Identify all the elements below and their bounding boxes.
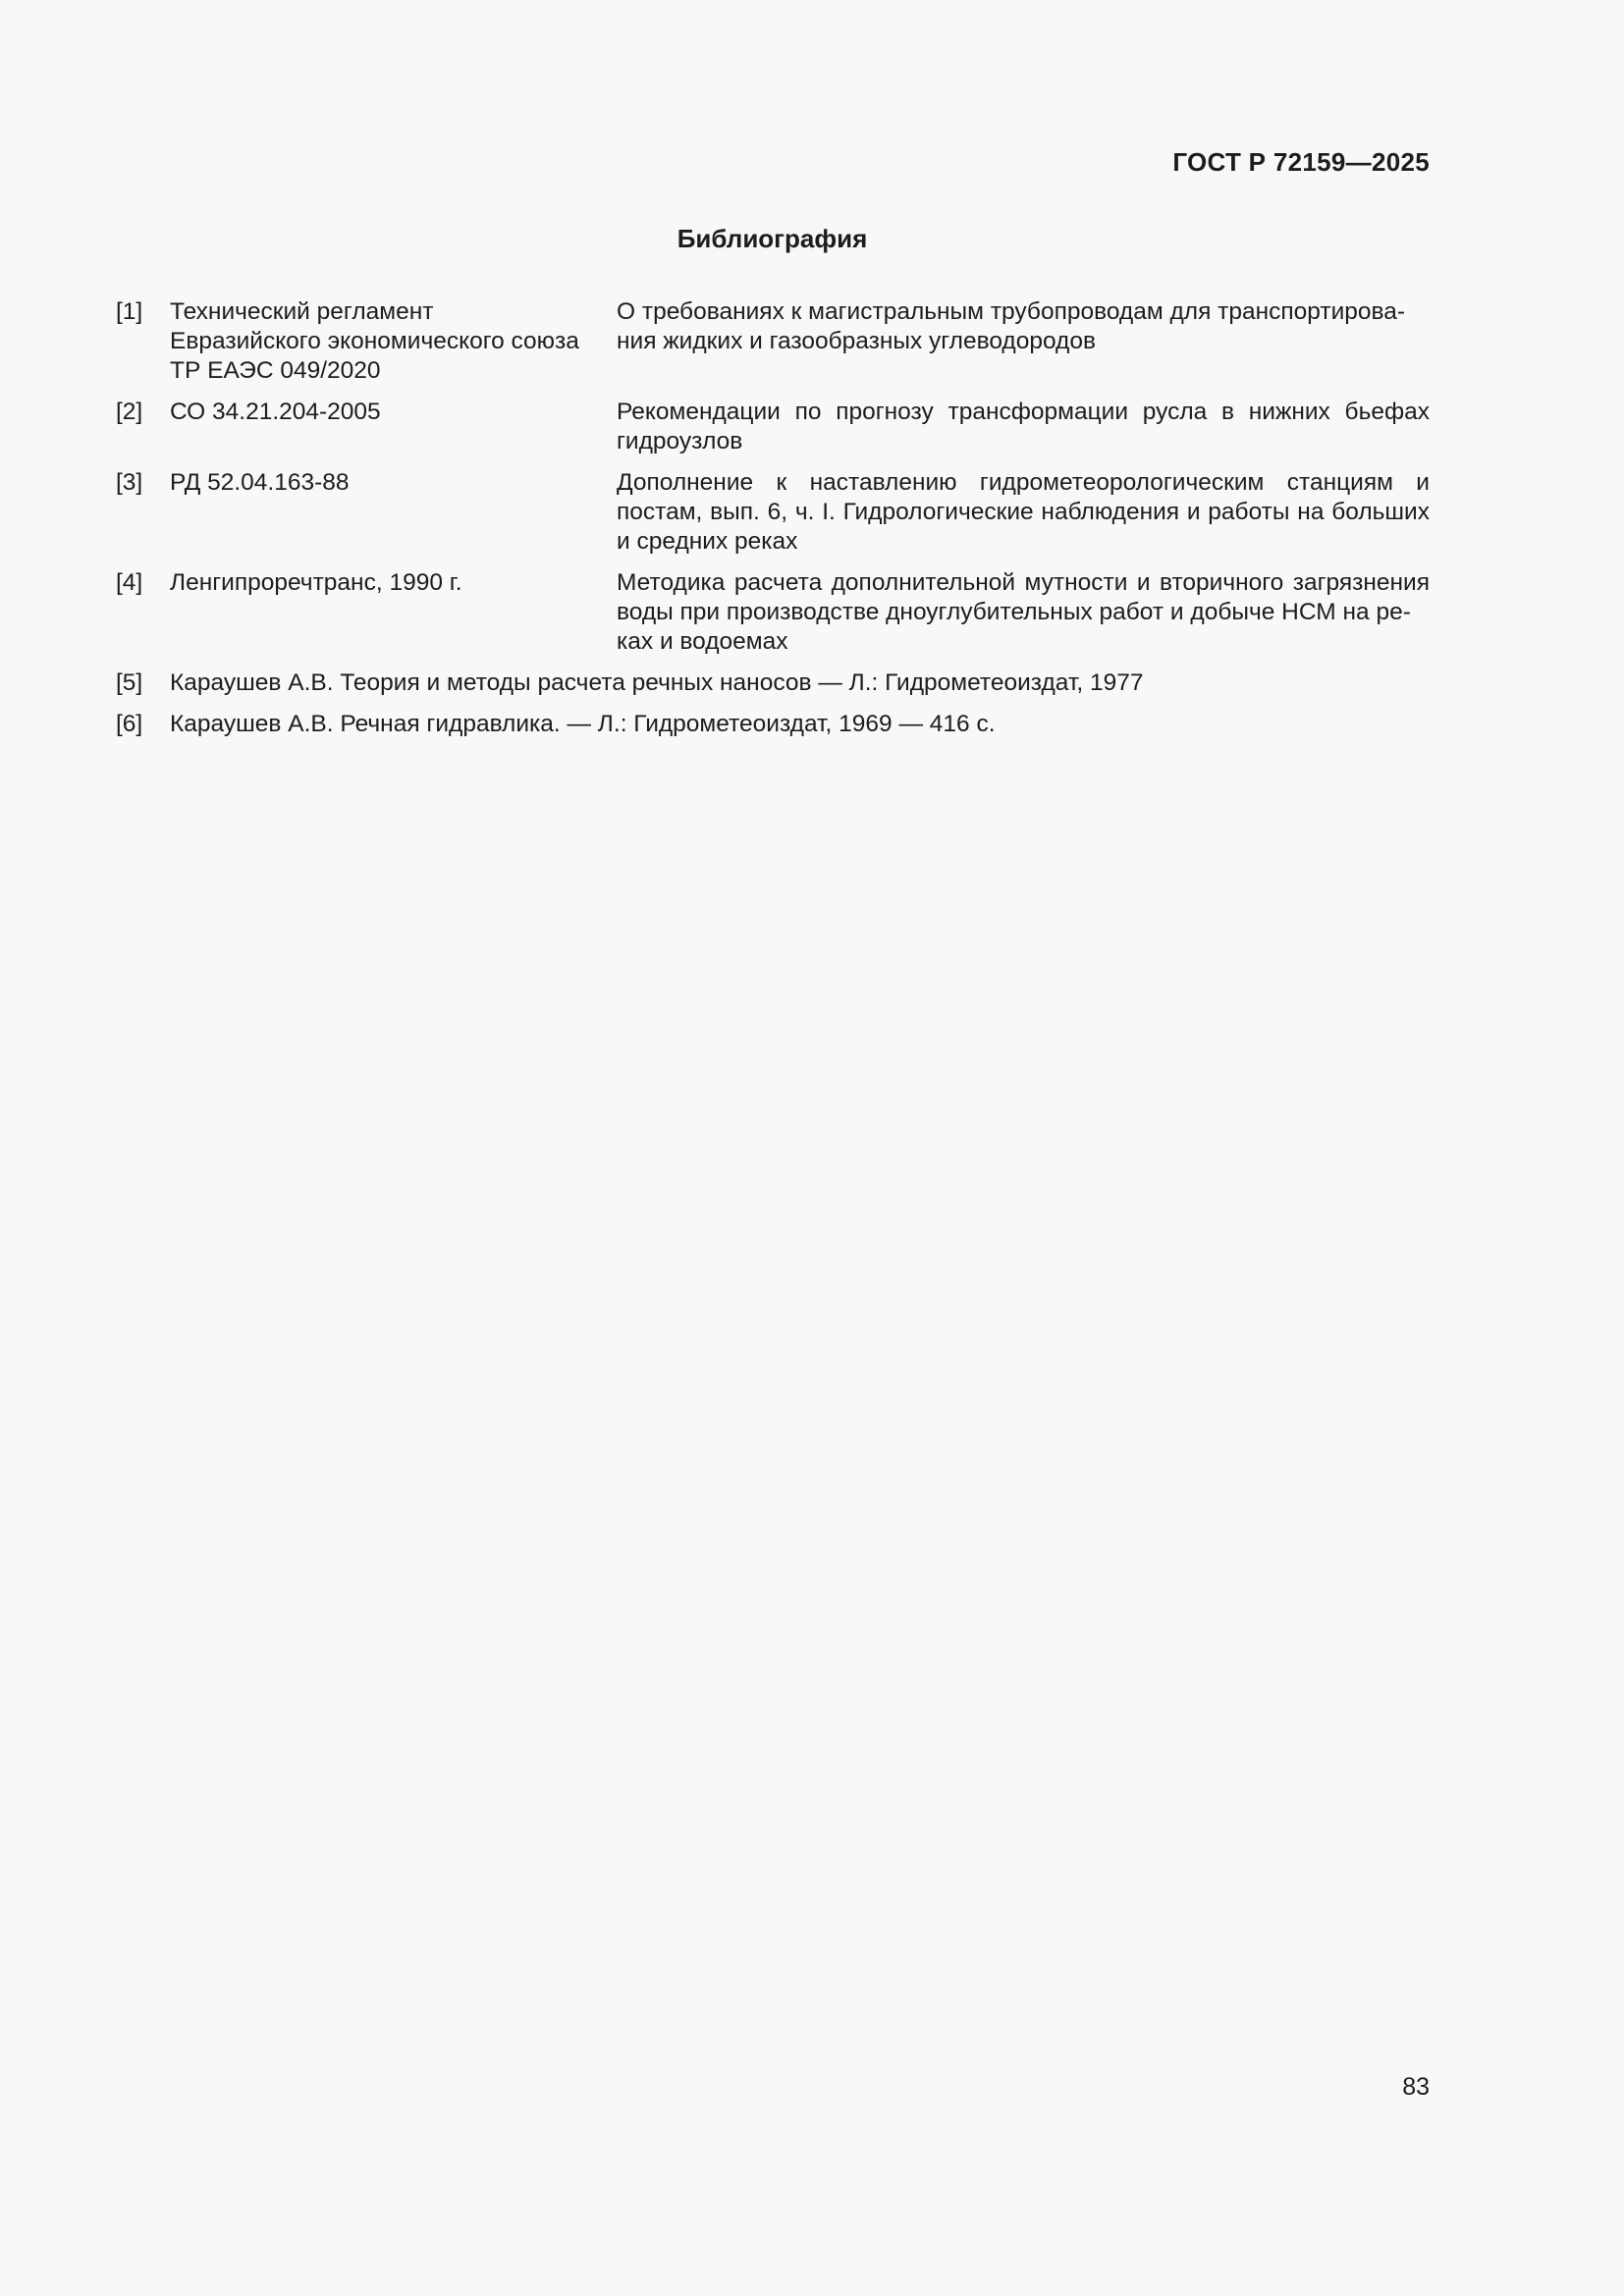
bibliography-entry — [116, 568, 1430, 657]
document-code: ГОСТ Р 72159—2025 — [1172, 147, 1430, 177]
entry-reference: СО 34.21.204-2005 — [170, 399, 381, 425]
entry-title: Методика расчета дополнительной мутности и вторичного загрязнения воды при производстве дноуглубительных работ и добыче НСМ на ре- ках и водоемах — [617, 569, 1430, 655]
entry-title: Дополнение к наставлению гидрометеорологическим станциям и постам, вып. 6, ч. I. Гидрологические наблюдения и работы на больших и средних реках — [617, 469, 1430, 555]
entry-title: О требованиях к магистральным трубопроводам для транспортирова- ния жидких и газообразных углеводородов — [617, 298, 1406, 354]
page-number: 83 — [1402, 2073, 1430, 2101]
entry-number: [2] — [116, 399, 143, 425]
entry-reference: РД 52.04.163-88 — [170, 469, 350, 496]
entry-number: [3] — [116, 469, 143, 496]
section-title: Библиография — [677, 224, 868, 253]
bibliography-entry — [116, 398, 1430, 456]
bibliography-entry — [116, 297, 1430, 386]
entry-number: [5] — [116, 669, 143, 696]
entry-number: [1] — [116, 298, 143, 325]
entry-number: [6] — [116, 711, 143, 737]
entry-text: Караушев А.В. Речная гидравлика. — Л.: Гидрометеоиздат, 1969 — 416 с. — [170, 711, 996, 737]
bibliography-entry — [116, 668, 1430, 698]
entry-reference: Технический регламент Евразийского экономического союза ТР ЕАЭС 049/2020 — [170, 298, 579, 384]
entry-reference: Ленгипроречтранс, 1990 г. — [170, 569, 462, 596]
entry-title: Рекомендации по прогнозу трансформации русла в нижних бьефах гидроузлов — [617, 399, 1430, 454]
entry-text: Караушев А.В. Теория и методы расчета речных наносов — Л.: Гидрометеоиздат, 1977 — [170, 669, 1144, 696]
bibliography-entry — [116, 468, 1430, 557]
bibliography-entry — [116, 710, 1430, 739]
bibliography-list — [116, 297, 1430, 751]
entry-number: [4] — [116, 569, 143, 596]
